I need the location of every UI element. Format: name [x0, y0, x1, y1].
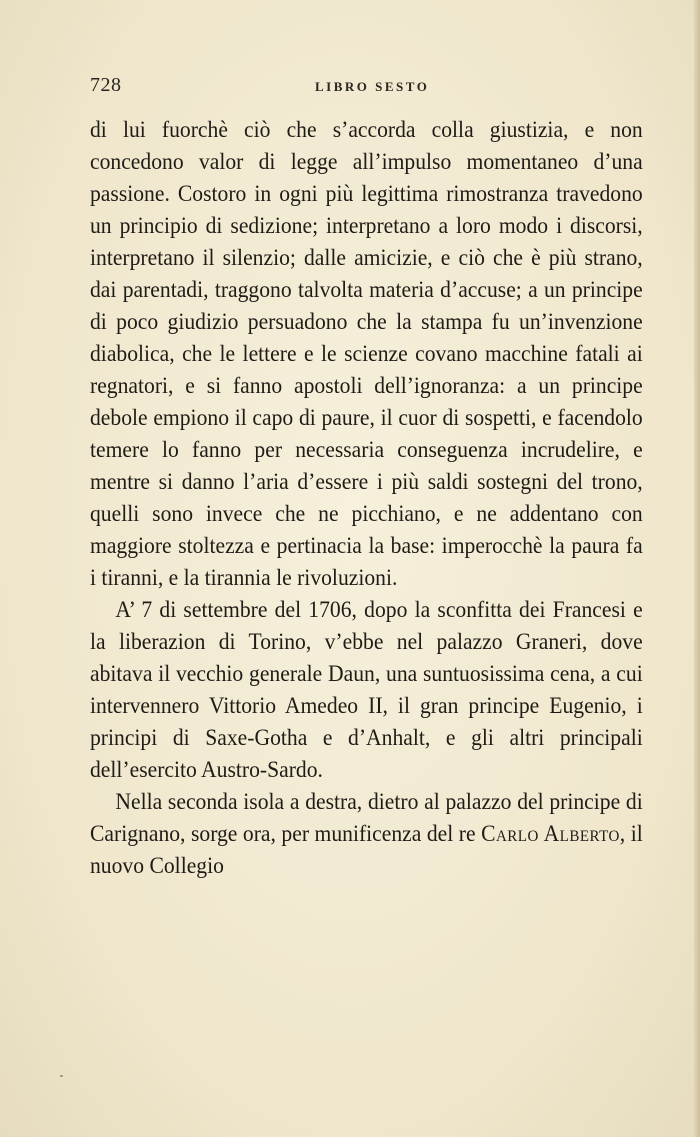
- running-head: LIBRO SESTO: [315, 79, 430, 94]
- paragraph-3: [90, 786, 643, 882]
- paragraph-3-text-start: Nella seconda isola a destra, dietro al palazzo del principe di Carignano, sorge ora, per munificenza del re: [90, 789, 643, 846]
- page-edge: [694, 0, 700, 1137]
- paper-speck: [60, 1075, 63, 1077]
- page-number: 728: [90, 74, 122, 96]
- body-text: [90, 114, 643, 882]
- paragraph-1: di lui fuorchè ciò che s’accorda colla giustizia, e non concedono valor di legge all’impulso momentaneo d’una passione. Costoro in ogni più legittima rimostranza travedono un principio di sedizione; interpretano a loro modo i discorsi, interpretano il silenzio; dalle amicizie, e ciò che è più strano, dai parentadi, traggono talvolta materia d’accuse; a un principe di poco giudizio persuadono che la stampa fu un’invenzione diabolica, che le lettere e le scienze covano macchine fatali ai regnatori, e si fanno apostoli dell’ignoranza: a un principe debole empiono il capo di paure, il cuor di sospetti, e facendolo temere lo fanno per necessaria conseguenza incrudelire, e mentre si danno l’aria d’essere i più saldi sostegni del trono, quelli sono invece che ne picchiano, e ne addentano con maggiore stoltezza e pertinacia la base: imperocchè la paura fa i tiranni, e la tirannia le rivoluzioni.: [90, 117, 643, 590]
- paragraph-2: A’ 7 di settembre del 1706, dopo la sconfitta dei Francesi e la liberazion di Torino, v’ebbe nel palazzo Graneri, dove abitava il vecchio generale Daun, una suntuosissima cena, a cui intervennero Vittorio Amedeo II, il gran principe Eugenio, i principi di Saxe-Gotha e d’Anhalt, e gli altri principali dell’esercito Austro-Sardo.: [90, 597, 643, 782]
- page-header: [90, 70, 640, 100]
- paragraph-3-text-end: , il nuovo Collegio: [90, 821, 643, 878]
- king-name-smallcaps: Carlo Alberto: [481, 821, 620, 846]
